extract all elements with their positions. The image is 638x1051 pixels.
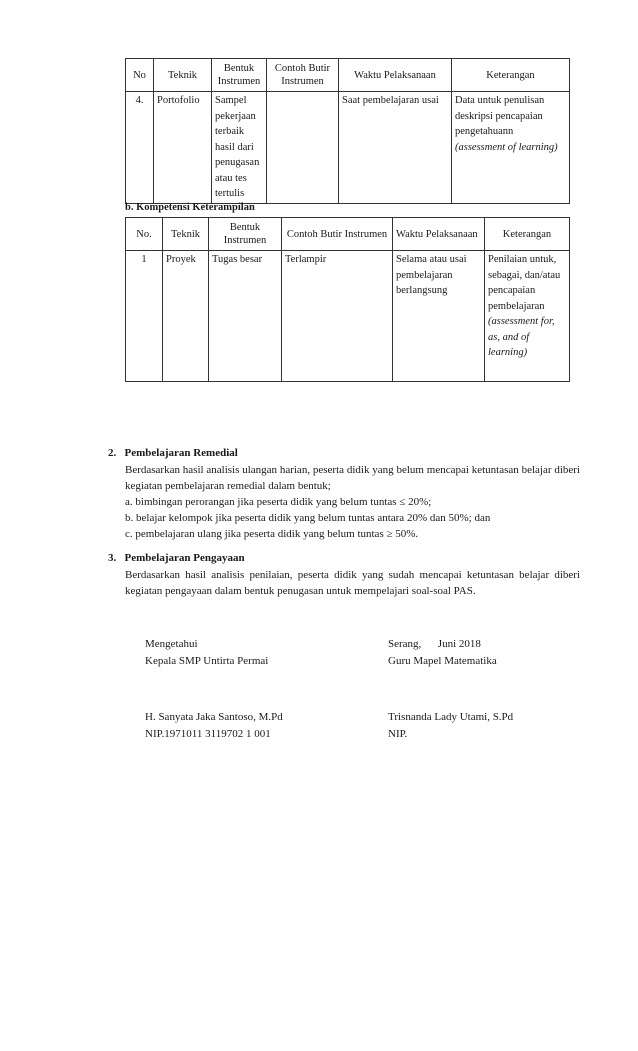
cell-keterangan bbox=[452, 92, 570, 204]
col-header-contoh: Contoh Butir Instrumen bbox=[267, 59, 339, 92]
cell-bentuk: Tugas besar bbox=[209, 251, 282, 382]
col-header-waktu: Waktu Pelaksanaan bbox=[339, 59, 452, 92]
cell-keterangan bbox=[485, 251, 570, 382]
col-header-no: No bbox=[126, 59, 154, 92]
cell-teknik: Proyek bbox=[163, 251, 209, 382]
remedial-intro: Berdasarkan hasil analisis ulangan harian, peserta didik yang belum mencapai ketuntasan belajar diberi kegiatan pembelajaran remedial dalam bentuk; bbox=[125, 464, 580, 492]
col-header-contoh: Contoh Butir Instrumen bbox=[282, 218, 393, 251]
cell-bentuk: Sampel pekerjaan terbaik hasil dari penugasan atau tes tertulis bbox=[212, 92, 267, 204]
assessment-table-skills bbox=[125, 217, 570, 382]
remedial-item-a: a. bimbingan perorangan jika peserta didik yang belum tuntas ≤ 20%; bbox=[125, 496, 432, 508]
cell-contoh bbox=[267, 92, 339, 204]
col-header-no: No. bbox=[126, 218, 163, 251]
signature-left-name: H. Sanyata Jaka Santoso, M.Pd bbox=[145, 711, 283, 723]
table-header-row bbox=[126, 218, 570, 251]
remedial-item-c: c. pembelajaran ulang jika peserta didik yang belum tuntas ≥ 50%. bbox=[125, 528, 419, 540]
signature-right-nip: NIP. bbox=[388, 728, 408, 740]
signature-left-role: Kepala SMP Untirta Permai bbox=[145, 655, 269, 667]
keterangan-text: Data untuk penulisan deskripsi pencapaian pengetahuann bbox=[455, 95, 545, 137]
section-title-pengayaan: 3. Pembelajaran Pengayaan bbox=[108, 552, 245, 564]
col-header-teknik: Teknik bbox=[163, 218, 209, 251]
assessment-table-knowledge bbox=[125, 58, 570, 204]
col-header-bentuk: Bentuk Instrumen bbox=[212, 59, 267, 92]
table-header-row bbox=[126, 59, 570, 92]
keterangan-italic: (assessment of learning) bbox=[455, 141, 558, 153]
col-header-waktu: Waktu Pelaksanaan bbox=[393, 218, 485, 251]
pengayaan-body: Berdasarkan hasil analisis penilaian, peserta didik yang sudah mencapai ketuntasan belajar diberi kegiatan pengayaan dalam bentuk penugasan untuk mempelajari soal-soal PAS. bbox=[125, 569, 580, 597]
signature-right-role: Guru Mapel Matematika bbox=[388, 655, 497, 667]
section-title-remedial: 2. Pembelajaran Remedial bbox=[108, 447, 238, 459]
col-header-keterangan: Keterangan bbox=[485, 218, 570, 251]
cell-waktu: Saat pembelajaran usai bbox=[339, 92, 452, 204]
cell-waktu: Selama atau usai pembelajaran berlangsung bbox=[393, 251, 485, 382]
cell-contoh: Terlampir bbox=[282, 251, 393, 382]
cell-no: 1 bbox=[126, 251, 163, 382]
keterangan-text: Penilaian untuk, sebagai, dan/atau pencapaian pembelajaran bbox=[488, 254, 561, 312]
col-header-bentuk: Bentuk Instrumen bbox=[209, 218, 282, 251]
keterangan-italic: (assessment for, as, and of learning) bbox=[488, 316, 555, 358]
remedial-item-b: b. belajar kelompok jika peserta didik yang belum tuntas antara 20% dan 50%; dan bbox=[125, 512, 491, 524]
subheading-kompetensi-keterampilan: b. Kompetensi Keterampilan bbox=[125, 202, 255, 213]
table-row bbox=[126, 92, 570, 204]
signature-right-place-date: Serang, Juni 2018 bbox=[388, 638, 481, 650]
signature-right-name: Trisnanda Lady Utami, S.Pd bbox=[388, 711, 514, 723]
col-header-teknik: Teknik bbox=[154, 59, 212, 92]
signature-left-nip: NIP.1971011 3119702 1 001 bbox=[145, 728, 271, 740]
signature-left-title: Mengetahui bbox=[145, 638, 198, 650]
table-row bbox=[126, 251, 570, 382]
cell-teknik: Portofolio bbox=[154, 92, 212, 204]
cell-no: 4. bbox=[126, 92, 154, 204]
col-header-keterangan: Keterangan bbox=[452, 59, 570, 92]
